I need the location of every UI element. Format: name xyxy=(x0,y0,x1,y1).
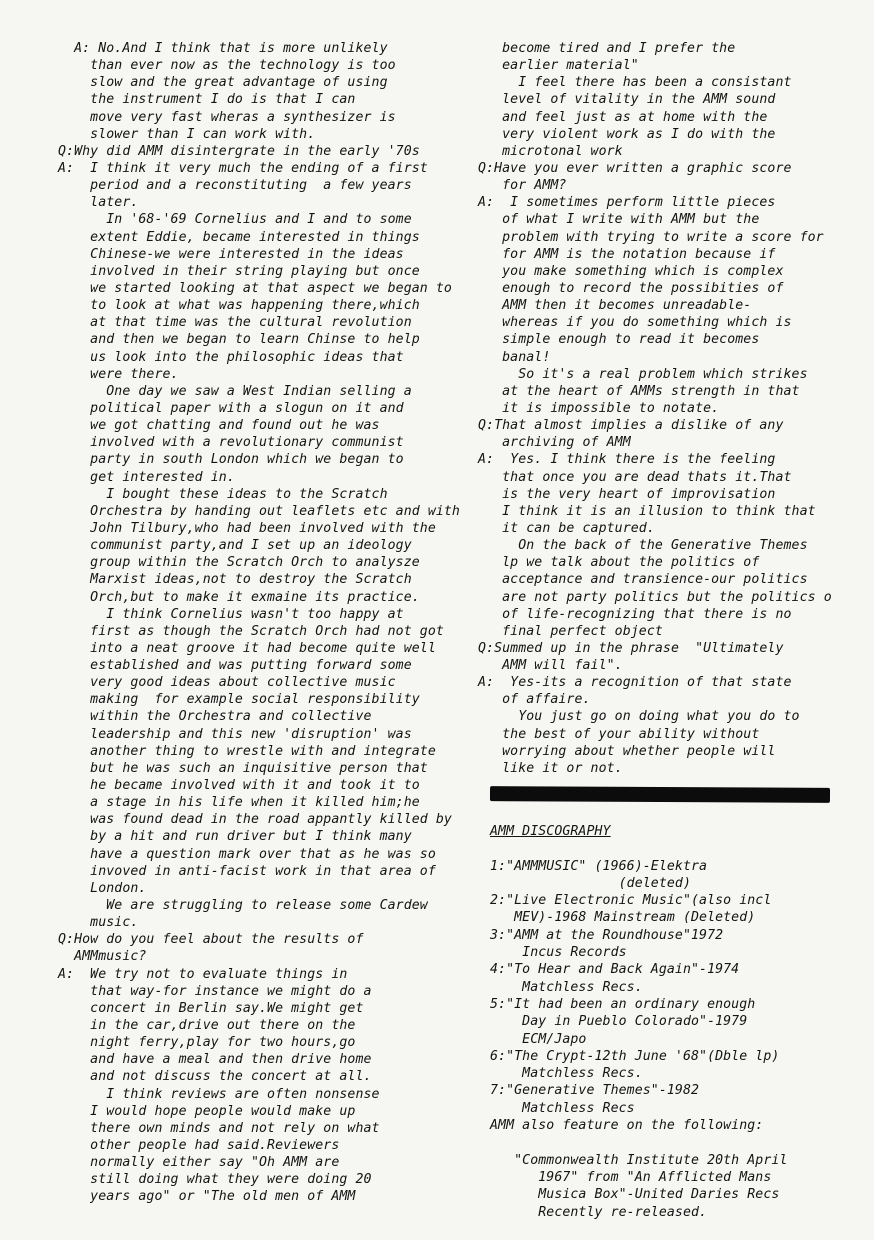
text-line xyxy=(490,840,850,857)
text-line: final perfect object xyxy=(478,623,663,639)
text-line xyxy=(490,1134,850,1151)
text-line: Matchless Recs. xyxy=(490,1066,643,1082)
text-line: period and a reconstituting a few years xyxy=(58,178,412,194)
text-line: MEV)-1968 Mainstream (Deleted) xyxy=(490,910,756,926)
text-line: worrying about whether people will xyxy=(478,743,776,759)
text-line: 1967" from "An Afflicted Mans xyxy=(490,1169,772,1185)
text-line: archiving of AMM xyxy=(478,435,631,451)
text-line: Incus Records xyxy=(490,945,627,961)
discography-heading: AMM DISCOGRAPHY xyxy=(490,824,611,839)
text-line: On the back of the Generative Themes xyxy=(478,538,808,554)
text-line: Musica Box"-United Daries Recs xyxy=(490,1187,780,1203)
text-line: are not party politics but the politics o xyxy=(478,589,832,605)
text-line: that way-for instance we might do a xyxy=(58,983,372,999)
text-line: leadership and this new 'disruption' was xyxy=(58,726,412,742)
text-line: 4:"To Hear and Back Again"-1974 xyxy=(490,962,740,978)
text-line: enough to record the possibities of xyxy=(478,280,784,296)
text-line: I bought these ideas to the Scratch xyxy=(58,486,388,502)
text-line: music. xyxy=(58,915,139,931)
text-line: I think it is an illusion to think that xyxy=(478,503,816,519)
text-line: microtonal work xyxy=(478,143,623,159)
text-line: into a neat groove it had become quite well xyxy=(58,640,436,656)
text-line: of affaire. xyxy=(478,692,591,708)
text-line: was found dead in the road appantly killed by xyxy=(58,812,452,828)
text-line: and not discuss the concert at all. xyxy=(58,1069,372,1085)
text-line: A: I sometimes perform little pieces xyxy=(478,195,776,211)
text-line: established and was putting forward some xyxy=(58,658,412,674)
text-line: at the heart of AMMs strength in that xyxy=(478,383,800,399)
text-line: years ago" or "The old men of AMM xyxy=(58,1189,356,1205)
text-line: for AMM is the notation because if xyxy=(478,246,776,262)
text-line: communist party,and I set up an ideology xyxy=(58,538,412,554)
left-text-column xyxy=(58,40,468,1206)
text-line: AMM will fail". xyxy=(478,658,623,674)
text-line: within the Orchestra and collective xyxy=(58,709,372,725)
text-line: Chinese-we were interested in the ideas xyxy=(58,246,404,262)
text-line: "Commonwealth Institute 20th April xyxy=(490,1152,788,1168)
text-line: 5:"It had been an ordinary enough xyxy=(490,996,756,1012)
text-line: Day in Pueblo Colorado"-1979 xyxy=(490,1014,748,1030)
text-line: whereas if you do something which is xyxy=(478,315,792,331)
text-line: and feel just as at home with the xyxy=(478,109,768,125)
text-line: Orch,but to make it exmaine its practice. xyxy=(58,589,420,605)
text-line: very violent work as I do with the xyxy=(478,126,776,142)
text-line: and have a meal and then drive home xyxy=(58,1052,372,1068)
text-line: still doing what they were doing 20 xyxy=(58,1172,372,1188)
text-line: A: No.And I think that is more unlikely xyxy=(58,41,388,56)
text-line: AMM also feature on the following: xyxy=(490,1118,764,1134)
text-line: political paper with a slogun on it and xyxy=(58,400,404,416)
text-line: get interested in. xyxy=(58,469,235,485)
text-line: that once you are dead thats it.That xyxy=(478,469,792,485)
text-line: it is impossible to notate. xyxy=(478,400,720,416)
text-line: earlier material" xyxy=(478,58,639,74)
text-line: invoved in anti-facist work in that area of xyxy=(58,863,436,879)
text-line: Marxist ideas,not to destroy the Scratch xyxy=(58,572,412,588)
text-line: simple enough to read it becomes xyxy=(478,332,760,348)
text-line: is the very heart of improvisation xyxy=(478,486,776,502)
text-line: Recently re-released. xyxy=(490,1204,708,1220)
text-line: problem with trying to write a score for xyxy=(478,229,824,245)
text-line: 1:"AMMMUSIC" (1966)-Elektra xyxy=(490,858,708,874)
text-line: were there. xyxy=(58,366,179,382)
text-line: I feel there has been a consistant xyxy=(478,75,792,91)
text-line: we started looking at that aspect we began to xyxy=(58,280,452,296)
text-line: have a question mark over that as he was so xyxy=(58,846,436,862)
text-line: level of vitality in the AMM sound xyxy=(478,92,776,108)
text-line: A: Yes. I think there is the feeling xyxy=(478,452,776,468)
text-line: You just go on doing what you do to xyxy=(478,709,800,725)
text-line: A: Yes-its a recognition of that state xyxy=(478,675,792,691)
text-line: involved in their string playing but once xyxy=(58,263,420,279)
right-text-column xyxy=(478,40,838,777)
text-line: you make something which is complex xyxy=(478,263,784,279)
text-line: (deleted) xyxy=(490,875,691,891)
text-line: in the car,drive out there on the xyxy=(58,1018,356,1034)
redaction-bar xyxy=(490,786,830,803)
text-line: the instrument I do is that I can xyxy=(58,92,356,108)
text-line: night ferry,play for two hours,go xyxy=(58,1035,356,1051)
text-line: other people had said.Reviewers xyxy=(58,1138,340,1153)
text-line: banal! xyxy=(478,349,551,365)
text-line: A: I think it very much the ending of a first xyxy=(58,160,428,176)
text-line: I think reviews are often nonsense xyxy=(58,1086,380,1102)
text-line: Q:Have you ever written a graphic score xyxy=(478,160,792,176)
text-line: it can be captured. xyxy=(478,520,655,536)
text-line: concert in Berlin say.We might get xyxy=(58,1000,364,1016)
text-line: move very fast wheras a synthesizer is xyxy=(58,109,396,125)
text-line: London. xyxy=(58,880,147,896)
text-line: I think Cornelius wasn't too happy at xyxy=(58,606,404,622)
text-line: involved with a revolutionary communist xyxy=(58,435,404,451)
text-line: we got chatting and found out he was xyxy=(58,418,380,434)
text-line: Q:How do you feel about the results of xyxy=(58,932,364,948)
text-line: and then we began to learn Chinse to help xyxy=(58,332,420,348)
text-line: ECM/Japo xyxy=(490,1031,587,1047)
text-line: than ever now as the technology is too xyxy=(58,58,396,74)
text-line: later. xyxy=(58,195,139,211)
text-line: extent Eddie, became interested in things xyxy=(58,229,420,245)
text-line: us look into the philosophic ideas that xyxy=(58,349,404,365)
text-line: 3:"AMM at the Roundhouse"1972 xyxy=(490,927,724,943)
text-line: first as though the Scratch Orch had not got xyxy=(58,623,444,639)
text-line: he became involved with it and took it to xyxy=(58,778,420,794)
text-line: AMMmusic? xyxy=(58,949,147,965)
text-line: like it or not. xyxy=(478,760,623,776)
discography-section xyxy=(490,823,850,1221)
text-line: normally either say "Oh AMM are xyxy=(58,1155,340,1171)
text-line: One day we saw a West Indian selling a xyxy=(58,383,412,399)
text-line: 2:"Live Electronic Music"(also incl xyxy=(490,893,772,909)
text-line: Q:That almost implies a dislike of any xyxy=(478,418,784,434)
text-line: by a hit and run driver but I think many xyxy=(58,829,412,845)
text-line: Matchless Recs. xyxy=(490,979,643,995)
text-line: of what I write with AMM but the xyxy=(478,212,760,228)
text-line: group within the Scratch Orch to analysze xyxy=(58,555,420,571)
text-line: Q:Summed up in the phrase "Ultimately xyxy=(478,640,784,656)
text-line: another thing to wrestle with and integrate xyxy=(58,743,436,759)
text-line: slow and the great advantage of using xyxy=(58,75,388,91)
text-line: I would hope people would make up xyxy=(58,1103,356,1119)
text-line: of life-recognizing that there is no xyxy=(478,606,792,622)
text-line: for AMM? xyxy=(478,178,567,194)
text-line: the best of your ability without xyxy=(478,726,760,742)
text-line: acceptance and transience-our politics xyxy=(478,572,808,588)
text-line: there own minds and not rely on what xyxy=(58,1120,380,1136)
text-line: In '68-'69 Cornelius and I and to some xyxy=(58,212,412,228)
text-line: become tired and I prefer the xyxy=(478,41,736,56)
text-line: but he was such an inquisitive person that xyxy=(58,760,428,776)
text-line: 6:"The Crypt-12th June '68"(Dble lp) xyxy=(490,1048,780,1064)
text-line: very good ideas about collective music xyxy=(58,675,396,691)
text-line: making for example social responsibility xyxy=(58,692,420,708)
text-line: AMM then it becomes unreadable- xyxy=(478,298,752,314)
text-line: A: We try not to evaluate things in xyxy=(58,966,348,982)
text-line: to look at what was happening there,which xyxy=(58,298,420,314)
text-line: lp we talk about the politics of xyxy=(478,555,760,571)
text-line: Orchestra by handing out leaflets etc and with xyxy=(58,503,460,519)
text-line: party in south London which we began to xyxy=(58,452,404,468)
text-line: Matchless Recs xyxy=(490,1100,635,1116)
text-line: We are struggling to release some Cardew xyxy=(58,898,428,914)
discography-list xyxy=(490,840,850,1221)
text-line: So it's a real problem which strikes xyxy=(478,366,808,382)
text-line: at that time was the cultural revolution xyxy=(58,315,412,331)
text-line: John Tilbury,who had been involved with the xyxy=(58,520,436,536)
text-line: slower than I can work with. xyxy=(58,126,316,142)
text-line: a stage in his life when it killed him;he xyxy=(58,795,420,811)
text-line: 7:"Generative Themes"-1982 xyxy=(490,1083,700,1099)
text-line: Q:Why did AMM disintergrate in the early '70s xyxy=(58,143,420,159)
